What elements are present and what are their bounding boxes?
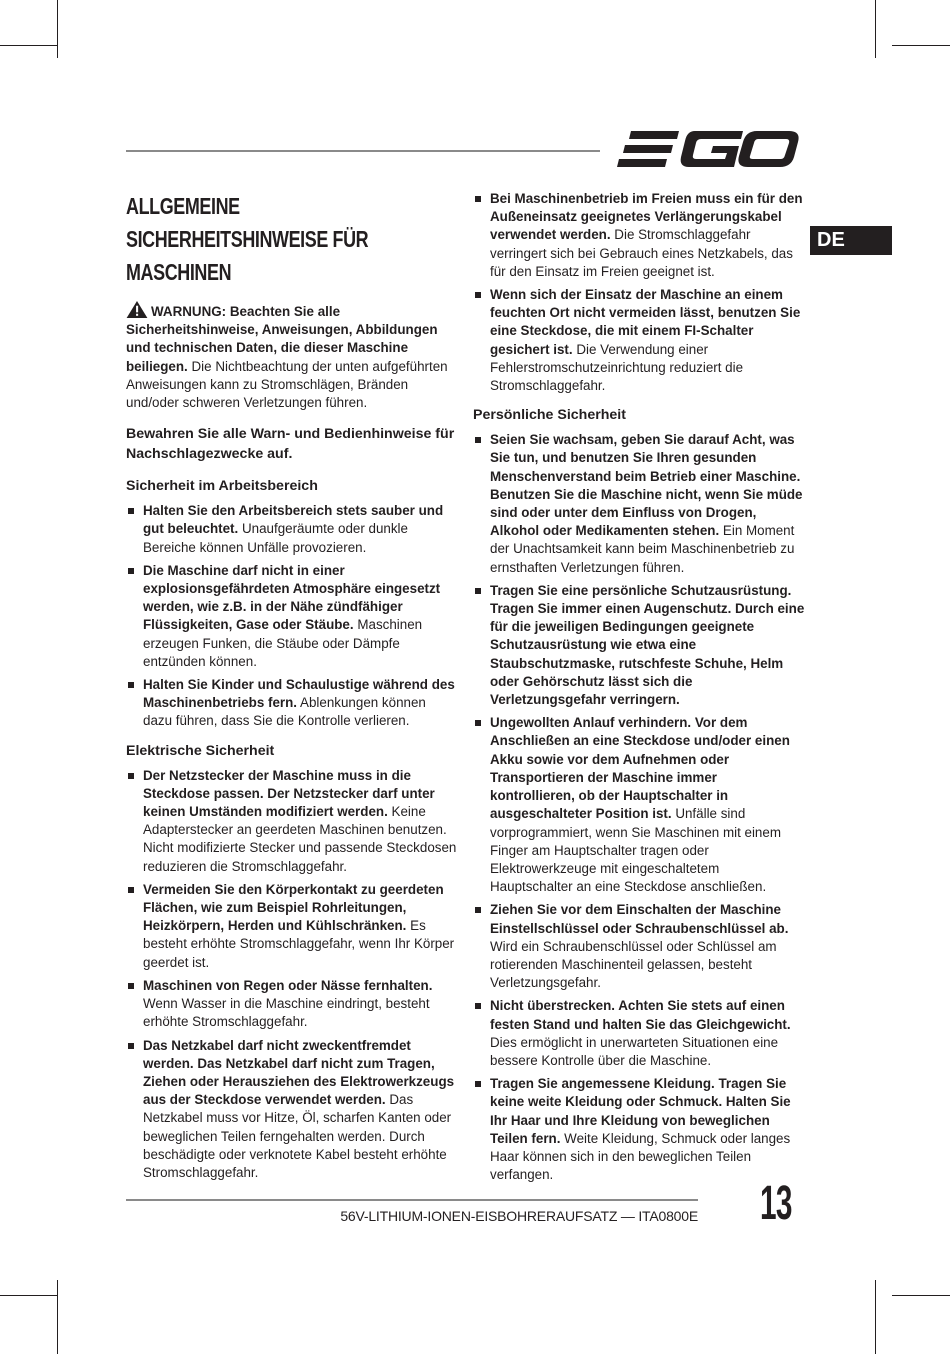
item-text: Unfälle sind vorprogrammiert, wenn Sie Maschinen mit einem Finger am Hauptschalter tragen oder Elektrowerkzeuge mit eingeschaltetem Hauptschalter an eine Steckdose anschließen. bbox=[490, 806, 781, 895]
list-item bbox=[126, 1037, 458, 1183]
item-bold: Halten Sie den Arbeitsbereich stets sauber und gut beleuchtet. bbox=[143, 503, 444, 537]
item-text: Wird ein Schraubenschlüssel oder Schlüssel am rotierenden Maschinenteil gelassen, besteht Verletzungsgefahr. bbox=[490, 938, 777, 991]
electrical-list bbox=[126, 767, 458, 1182]
item-bold: Tragen Sie eine persönliche Schutzausrüstung. Tragen Sie immer einen Augenschutz. Durch eine für die jeweiligen Bedingungen geeignete Schutzausrüstung wie etwa eine Staubschutzmaske, rutschfeste Schuhe, Helm oder Gehörschutz lässt sich die Verletzungsgefahr verringern. bbox=[490, 582, 805, 708]
footer-rule bbox=[126, 1199, 698, 1201]
work-area-list bbox=[126, 502, 458, 730]
right-column bbox=[473, 190, 805, 1194]
page-number: 13 bbox=[760, 1177, 792, 1230]
electrical-list-continued bbox=[473, 190, 805, 395]
ego-logo bbox=[617, 128, 799, 170]
list-item bbox=[473, 714, 805, 896]
item-bold: Wenn sich der Einsatz der Maschine an einem feuchten Ort nicht vermeiden lässt, benutzen Sie eine Steckdose, die mit einem FI-Schalter gesichert ist. bbox=[490, 287, 801, 357]
list-item bbox=[126, 502, 458, 557]
item-bold: Halten Sie Kinder und Schaulustige während des Maschinenbetriebs fern. bbox=[143, 677, 455, 711]
item-text: Die Stromschlaggefahr verringert sich bei Gebrauch eines Netzkabels, das für den Einsatz im Freien geeignet ist. bbox=[490, 227, 793, 279]
list-item bbox=[473, 901, 805, 992]
section-heading-work-area: Sicherheit im Arbeitsbereich bbox=[126, 478, 318, 495]
header-rule bbox=[126, 150, 600, 152]
list-item bbox=[473, 582, 805, 709]
section-heading-personal: Persönliche Sicherheit bbox=[473, 407, 626, 424]
crop-mark bbox=[0, 45, 58, 46]
item-text: Dies ermöglicht in unerwarteten Situationen eine bessere Kontrolle über die Maschine. bbox=[490, 1034, 779, 1068]
item-bold: Nicht überstrecken. Achten Sie stets auf einen festen Stand und halten Sie das Gleichgewicht. bbox=[490, 998, 791, 1032]
warning-text: Die Nichtbeachtung der unten aufgeführten Anweisungen kann zu Stromschlägen, Bränden und/oder schweren Verletzungen führen. bbox=[126, 358, 448, 411]
item-text: Weite Kleidung, Schmuck oder langes Haar können sich in den beweglichen Teilen verfangen. bbox=[490, 1130, 791, 1183]
item-bold: Vermeiden Sie den Körperkontakt zu geerdeten Flächen, wie zum Beispiel Rohrleitungen, Heizkörpern, Herden und Kühlschränken. bbox=[143, 881, 444, 934]
page-title: ALLGEMEINE SICHERHEITSHINWEISE FÜR MASCHINEN bbox=[126, 193, 369, 285]
item-bold: Tragen Sie angemessene Kleidung. Tragen Sie keine weite Kleidung oder Schmuck. Halten Sie Ihr Haar und Ihre Kleidung von beweglichen Teilen fern. bbox=[490, 1076, 791, 1146]
warning-bold-text: Beachten Sie alle Sicherheitshinweise, Anweisungen, Abbildungen und technischen Daten, die dieser Maschine beiliegen. bbox=[126, 304, 438, 374]
crop-mark bbox=[875, 1280, 876, 1354]
item-bold: Bei Maschinenbetrieb im Freien muss ein für den Außeneinsatz geeignetes Verlängerungskabel verwendet werden. bbox=[490, 191, 803, 243]
warning-block bbox=[126, 301, 458, 412]
item-text: Die Verwendung einer Fehlerstromschutzeinrichtung reduziert die Stromschlaggefahr. bbox=[490, 341, 744, 394]
crop-mark bbox=[57, 1280, 58, 1354]
crop-mark bbox=[875, 0, 876, 58]
item-bold: Der Netzstecker der Maschine muss in die Steckdose passen. Der Netzstecker darf unter keinen Umständen modifiziert werden. bbox=[143, 767, 435, 820]
crop-mark bbox=[57, 0, 58, 58]
warning-triangle-icon bbox=[126, 301, 148, 318]
list-item bbox=[126, 881, 458, 972]
item-bold: Die Maschine darf nicht in einer explosionsgefährdeten Atmosphäre eingesetzt werden, wie z.B. in der Nähe zündfähiger Flüssigkeiten, Gase oder Stäube. bbox=[143, 562, 441, 633]
item-text: Es besteht erhöhte Stromschlaggefahr, wenn Ihr Körper geerdet ist. bbox=[143, 918, 455, 970]
section-heading-electrical: Elektrische Sicherheit bbox=[126, 742, 275, 759]
list-item bbox=[473, 190, 805, 281]
list-item bbox=[126, 676, 458, 731]
item-text: Wenn Wasser in die Maschine eindringt, besteht erhöhte Stromschlaggefahr. bbox=[143, 996, 430, 1030]
personal-list bbox=[473, 431, 805, 1184]
item-text: Das Netzkabel muss vor Hitze, Öl, scharfen Kanten oder beweglichen Teilen ferngehalten werden. Durch beschädigte oder verknotete Kabel besteht erhöhte Stromschlaggefahr. bbox=[143, 1092, 452, 1180]
item-bold: Maschinen von Regen oder Nässe fernhalten. bbox=[143, 977, 433, 993]
item-text: Maschinen erzeugen Funken, die Stäube oder Dämpfe entzünden können. bbox=[143, 617, 423, 669]
list-item bbox=[126, 767, 458, 876]
list-item bbox=[473, 431, 805, 577]
list-item bbox=[473, 286, 805, 395]
item-bold: Seien Sie wachsam, geben Sie darauf Acht, was Sie tun, und benutzen Sie Ihren gesunden Menschenverstand beim Betrieb einer Maschine. Benutzen Sie die Maschine nicht, wenn Sie müde sind oder unter dem Einfluss von Drogen, Alkohol oder Medikamenten stehen. bbox=[490, 432, 803, 539]
item-text: Ablenkungen können dazu führen, dass Sie die Kontrolle verlieren. bbox=[143, 695, 426, 729]
list-item bbox=[473, 997, 805, 1070]
list-item bbox=[126, 562, 458, 671]
crop-mark bbox=[892, 1295, 950, 1296]
item-text: Keine Adapterstecker an geerdeten Maschinen benutzen. Nicht modifizierte Stecker und passende Steckdosen reduzieren die Stromschlaggefahr. bbox=[143, 804, 457, 874]
item-text: Ein Moment der Unachtsamkeit kann beim Maschinenbetrieb zu ernsthaften Verletzungen führen. bbox=[490, 523, 795, 575]
left-column bbox=[126, 190, 458, 1192]
footer-product: 56V-LITHIUM-IONEN-EISBOHRERAUFSATZ — ITA0800E bbox=[340, 1208, 698, 1224]
crop-mark bbox=[0, 1295, 58, 1296]
language-tab: DE bbox=[810, 226, 892, 255]
keep-notice: Bewahren Sie alle Warn- und Bedienhinweise für Nachschlagezwecke auf. bbox=[126, 426, 455, 463]
list-item bbox=[126, 977, 458, 1032]
crop-mark bbox=[892, 45, 950, 46]
item-bold: Ziehen Sie vor dem Einschalten der Maschine Einstellschlüssel oder Schraubenschlüssel ab. bbox=[490, 902, 789, 936]
item-bold: Das Netzkabel darf nicht zweckentfremdet werden. Das Netzkabel darf nicht zum Tragen, Ziehen oder Herausziehen des Elektrowerkzeugs aus der Steckdose verwendet werden. bbox=[143, 1037, 455, 1108]
item-text: Unaufgeräumte oder dunkle Bereiche können Unfälle provozieren. bbox=[143, 521, 408, 555]
warning-label: WARNUNG: bbox=[151, 304, 227, 319]
list-item bbox=[473, 1075, 805, 1184]
item-bold: Ungewollten Anlauf verhindern. Vor dem Anschließen an eine Steckdose und/oder einen Akku sowie vor dem Aufnehmen oder Transportieren der Maschine immer kontrollieren, ob der Hauptschalter in ausgeschalteter Position ist. bbox=[490, 715, 790, 822]
